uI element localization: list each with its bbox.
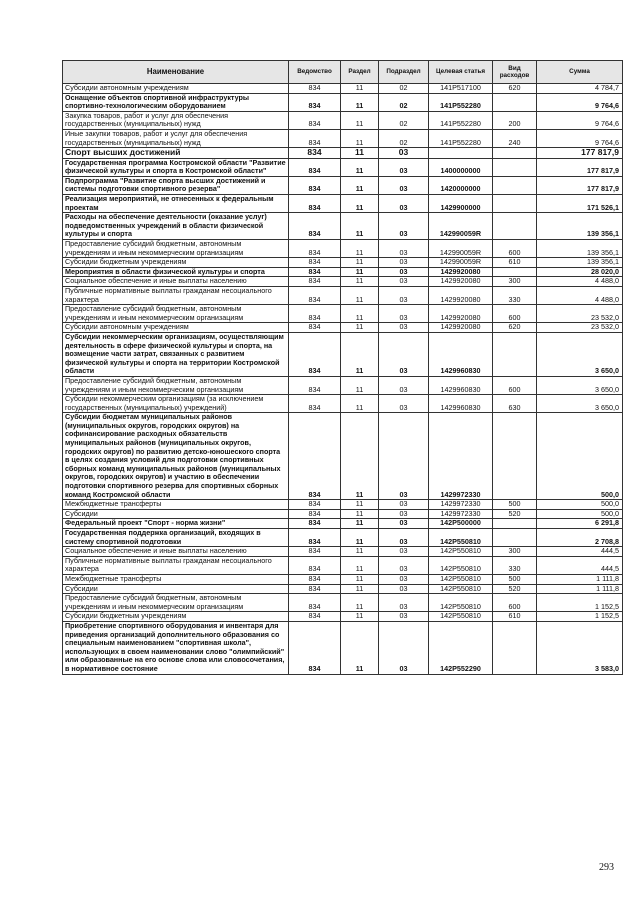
cell-exptype	[493, 213, 537, 240]
cell-name: Государственная поддержка организаций, входящих в систему спортивной подготовки	[63, 529, 289, 547]
cell-section: 11	[341, 93, 379, 111]
cell-exptype	[493, 621, 537, 674]
cell-sum: 9 764,6	[537, 93, 623, 111]
cell-section: 11	[341, 621, 379, 674]
cell-name: Иные закупки товаров, работ и услуг для обеспечения государственных (муниципальных) нужд	[63, 129, 289, 147]
cell-subsection: 03	[379, 258, 429, 268]
cell-target: 142P550810	[429, 529, 493, 547]
cell-dept: 834	[289, 111, 341, 129]
cell-subsection: 03	[379, 612, 429, 622]
cell-exptype	[493, 519, 537, 529]
cell-name: Субсидии автономным учреждениям	[63, 84, 289, 94]
cell-target: 1429960830	[429, 376, 493, 394]
cell-section: 11	[341, 332, 379, 376]
cell-sum: 3 650,0	[537, 332, 623, 376]
cell-subsection: 03	[379, 305, 429, 323]
cell-target	[429, 148, 493, 159]
cell-section: 11	[341, 277, 379, 287]
table-row	[63, 286, 623, 304]
cell-subsection: 03	[379, 519, 429, 529]
cell-exptype: 240	[493, 129, 537, 147]
cell-section: 11	[341, 529, 379, 547]
cell-section: 11	[341, 323, 379, 333]
cell-dept: 834	[289, 509, 341, 519]
cell-name: Реализация мероприятий, не отнесенных к федеральным проектам	[63, 195, 289, 213]
table-row	[63, 547, 623, 557]
cell-section: 11	[341, 413, 379, 500]
header-sum: Сумма	[537, 61, 623, 84]
cell-sum: 500,0	[537, 413, 623, 500]
table-row	[63, 323, 623, 333]
cell-exptype	[493, 176, 537, 194]
cell-sum: 4 784,7	[537, 84, 623, 94]
cell-subsection: 02	[379, 111, 429, 129]
cell-section: 11	[341, 305, 379, 323]
cell-subsection: 03	[379, 148, 429, 159]
cell-exptype: 610	[493, 258, 537, 268]
header-exptype: Вид расходов	[493, 61, 537, 84]
cell-target: 141P552280	[429, 129, 493, 147]
cell-target: 1429920080	[429, 305, 493, 323]
cell-section: 11	[341, 519, 379, 529]
table-row	[63, 305, 623, 323]
cell-name: Субсидии автономным учреждениям	[63, 323, 289, 333]
cell-dept: 834	[289, 500, 341, 510]
cell-sum: 139 356,1	[537, 213, 623, 240]
cell-section: 11	[341, 176, 379, 194]
cell-sum: 4 488,0	[537, 277, 623, 287]
cell-exptype: 620	[493, 323, 537, 333]
cell-exptype: 300	[493, 277, 537, 287]
cell-sum: 1 152,5	[537, 594, 623, 612]
cell-section: 11	[341, 584, 379, 594]
cell-exptype	[493, 332, 537, 376]
cell-section: 11	[341, 258, 379, 268]
table-row	[63, 556, 623, 574]
cell-sum: 500,0	[537, 500, 623, 510]
cell-section: 11	[341, 240, 379, 258]
cell-name: Публичные нормативные выплаты гражданам несоциального характера	[63, 556, 289, 574]
cell-exptype: 300	[493, 547, 537, 557]
cell-name: Субсидии	[63, 584, 289, 594]
cell-subsection: 03	[379, 395, 429, 413]
table-row	[63, 413, 623, 500]
cell-name: Социальное обеспечение и иные выплаты населению	[63, 547, 289, 557]
cell-target: 1429920080	[429, 286, 493, 304]
cell-dept: 834	[289, 213, 341, 240]
cell-exptype	[493, 93, 537, 111]
cell-sum: 3 650,0	[537, 395, 623, 413]
cell-exptype: 200	[493, 111, 537, 129]
cell-dept: 834	[289, 395, 341, 413]
cell-subsection: 03	[379, 267, 429, 277]
cell-name: Предоставление субсидий бюджетным, автономным учреждениям и иным некоммерческим организациям	[63, 240, 289, 258]
cell-name: Спорт высших достижений	[63, 148, 289, 159]
cell-name: Федеральный проект "Спорт - норма жизни"	[63, 519, 289, 529]
header-target: Целевая статья	[429, 61, 493, 84]
table-row	[63, 176, 623, 194]
cell-sum: 1 111,8	[537, 574, 623, 584]
table-row	[63, 240, 623, 258]
page-number: 293	[599, 862, 614, 873]
cell-target: 142P550810	[429, 584, 493, 594]
cell-sum: 139 356,1	[537, 240, 623, 258]
cell-target: 142P550810	[429, 556, 493, 574]
cell-dept: 834	[289, 277, 341, 287]
cell-section: 11	[341, 574, 379, 584]
cell-name: Субсидии бюджетам муниципальных районов (муниципальных округов, городских округов) на софинансирование расходных обязательств муниципальных районов (муниципальных округов, городских округов) по развитию детско-юношеского спорта в целях создания условий для подготовки спортивных сборных команд муниципальных районов (муниципальных округов, городских округов) и участию в обеспечении подготовки спортивного резерва для спортивных сборных команд Костромской области	[63, 413, 289, 500]
cell-target: 1429960830	[429, 395, 493, 413]
cell-sum: 6 291,8	[537, 519, 623, 529]
cell-sum: 9 764,6	[537, 111, 623, 129]
cell-dept: 834	[289, 574, 341, 584]
cell-exptype: 600	[493, 240, 537, 258]
cell-target: 1429972330	[429, 509, 493, 519]
cell-name: Субсидии	[63, 509, 289, 519]
cell-name: Субсидии бюджетным учреждениям	[63, 612, 289, 622]
cell-sum: 177 817,9	[537, 176, 623, 194]
table-row	[63, 93, 623, 111]
cell-section: 11	[341, 267, 379, 277]
budget-table	[62, 60, 623, 675]
cell-name: Приобретение спортивного оборудования и инвентаря для приведения организаций дополнительного образования со специальным наименованием "спортивная школа", использующих в своем наименовании слово "олимпийский" или образованные на его основе слова или словосочетания, в нормативное состояние	[63, 621, 289, 674]
table-row	[63, 111, 623, 129]
cell-name: Межбюджетные трансферты	[63, 574, 289, 584]
cell-dept: 834	[289, 584, 341, 594]
cell-dept: 834	[289, 240, 341, 258]
cell-sum: 171 526,1	[537, 195, 623, 213]
cell-name: Предоставление субсидий бюджетным, автономным учреждениям и иным некоммерческим организациям	[63, 376, 289, 394]
cell-subsection: 03	[379, 277, 429, 287]
cell-sum: 9 764,6	[537, 129, 623, 147]
cell-target: 141P552280	[429, 111, 493, 129]
cell-dept: 834	[289, 376, 341, 394]
cell-name: Межбюджетные трансферты	[63, 500, 289, 510]
cell-sum: 3 650,0	[537, 376, 623, 394]
cell-name: Субсидии бюджетным учреждениям	[63, 258, 289, 268]
cell-exptype: 610	[493, 612, 537, 622]
table-row	[63, 594, 623, 612]
cell-name: Публичные нормативные выплаты гражданам несоциального характера	[63, 286, 289, 304]
table-header-row	[63, 61, 623, 84]
cell-target: 1429900000	[429, 195, 493, 213]
table-row	[63, 148, 623, 159]
table-row	[63, 529, 623, 547]
cell-dept: 834	[289, 621, 341, 674]
cell-dept: 834	[289, 556, 341, 574]
cell-target: 142990059R	[429, 240, 493, 258]
cell-sum: 500,0	[537, 509, 623, 519]
cell-name: Подпрограмма "Развитие спорта высших достижений и системы подготовки спортивного резерва"	[63, 176, 289, 194]
cell-sum: 2 708,8	[537, 529, 623, 547]
cell-target: 142P550810	[429, 547, 493, 557]
cell-exptype	[493, 413, 537, 500]
table-row	[63, 213, 623, 240]
cell-dept: 834	[289, 176, 341, 194]
cell-name: Расходы на обеспечение деятельности (оказание услуг) подведомственных учреждений в области физической культуры и спорта	[63, 213, 289, 240]
header-section: Раздел	[341, 61, 379, 84]
cell-sum: 177 817,9	[537, 148, 623, 159]
cell-name: Предоставление субсидий бюджетным, автономным учреждениям и иным некоммерческим организациям	[63, 305, 289, 323]
cell-target: 142990059R	[429, 258, 493, 268]
cell-subsection: 03	[379, 584, 429, 594]
cell-dept: 834	[289, 594, 341, 612]
cell-dept: 834	[289, 519, 341, 529]
cell-exptype: 600	[493, 594, 537, 612]
cell-sum: 444,5	[537, 547, 623, 557]
cell-target: 1420000000	[429, 176, 493, 194]
cell-target: 142990059R	[429, 213, 493, 240]
cell-target: 1429972330	[429, 413, 493, 500]
cell-target: 1429920080	[429, 277, 493, 287]
cell-name: Оснащение объектов спортивной инфраструктуры спортивно-технологическим оборудованием	[63, 93, 289, 111]
cell-subsection: 03	[379, 323, 429, 333]
budget-sheet	[62, 60, 622, 675]
cell-section: 11	[341, 148, 379, 159]
cell-exptype	[493, 158, 537, 176]
cell-dept: 834	[289, 529, 341, 547]
cell-subsection: 03	[379, 509, 429, 519]
cell-dept: 834	[289, 332, 341, 376]
cell-exptype: 630	[493, 395, 537, 413]
cell-dept: 834	[289, 195, 341, 213]
cell-section: 11	[341, 612, 379, 622]
header-subsection: Подраздел	[379, 61, 429, 84]
cell-section: 11	[341, 556, 379, 574]
cell-dept: 834	[289, 84, 341, 94]
table-row	[63, 158, 623, 176]
cell-sum: 3 583,0	[537, 621, 623, 674]
cell-subsection: 03	[379, 574, 429, 584]
table-row	[63, 376, 623, 394]
table-row	[63, 612, 623, 622]
cell-dept: 834	[289, 305, 341, 323]
cell-section: 11	[341, 129, 379, 147]
table-row	[63, 574, 623, 584]
cell-target: 1400000000	[429, 158, 493, 176]
cell-exptype	[493, 195, 537, 213]
cell-name: Субсидии некоммерческим организациям (за исключением государственных (муниципальных) учреждений)	[63, 395, 289, 413]
cell-section: 11	[341, 376, 379, 394]
table-row	[63, 395, 623, 413]
cell-dept: 834	[289, 129, 341, 147]
cell-name: Закупка товаров, работ и услуг для обеспечения государственных (муниципальных) нужд	[63, 111, 289, 129]
cell-dept: 834	[289, 413, 341, 500]
cell-subsection: 02	[379, 129, 429, 147]
cell-target: 142P550810	[429, 574, 493, 584]
cell-target: 1429920080	[429, 267, 493, 277]
cell-sum: 177 817,9	[537, 158, 623, 176]
cell-target: 1429920080	[429, 323, 493, 333]
cell-dept: 834	[289, 267, 341, 277]
cell-exptype: 600	[493, 376, 537, 394]
cell-section: 11	[341, 286, 379, 304]
cell-dept: 834	[289, 93, 341, 111]
cell-dept: 834	[289, 158, 341, 176]
header-name: Наименование	[63, 61, 289, 84]
cell-exptype: 520	[493, 509, 537, 519]
cell-section: 11	[341, 158, 379, 176]
cell-subsection: 02	[379, 84, 429, 94]
cell-target: 142P550810	[429, 594, 493, 612]
cell-target: 1429972330	[429, 500, 493, 510]
cell-section: 11	[341, 500, 379, 510]
cell-sum: 1 111,8	[537, 584, 623, 594]
cell-section: 11	[341, 547, 379, 557]
cell-target: 1429960830	[429, 332, 493, 376]
cell-subsection: 03	[379, 286, 429, 304]
cell-exptype: 330	[493, 556, 537, 574]
cell-target: 141P517100	[429, 84, 493, 94]
cell-subsection: 03	[379, 158, 429, 176]
cell-sum: 23 532,0	[537, 323, 623, 333]
cell-name: Субсидии некоммерческим организациям, осуществляющим деятельность в сфере физической культуры и спорта, на возмещение части затрат, связанных с развитием физической культуры и спорта на территории Костромской области	[63, 332, 289, 376]
cell-subsection: 03	[379, 240, 429, 258]
cell-subsection: 03	[379, 556, 429, 574]
table-row	[63, 332, 623, 376]
cell-exptype	[493, 529, 537, 547]
table-row	[63, 129, 623, 147]
cell-subsection: 03	[379, 376, 429, 394]
table-row	[63, 621, 623, 674]
table-body	[63, 84, 623, 675]
cell-subsection: 02	[379, 93, 429, 111]
cell-subsection: 03	[379, 529, 429, 547]
header-dept: Ведомство	[289, 61, 341, 84]
cell-dept: 834	[289, 547, 341, 557]
cell-subsection: 03	[379, 547, 429, 557]
cell-dept: 834	[289, 258, 341, 268]
cell-exptype: 330	[493, 286, 537, 304]
cell-name: Социальное обеспечение и иные выплаты населению	[63, 277, 289, 287]
cell-name: Государственная программа Костромской области "Развитие физической культуры и спорта в Костромской области"	[63, 158, 289, 176]
cell-exptype: 520	[493, 584, 537, 594]
cell-section: 11	[341, 395, 379, 413]
cell-target: 142P500000	[429, 519, 493, 529]
cell-exptype: 500	[493, 500, 537, 510]
cell-sum: 1 152,5	[537, 612, 623, 622]
cell-sum: 28 020,0	[537, 267, 623, 277]
cell-subsection: 03	[379, 213, 429, 240]
cell-name: Предоставление субсидий бюджетным, автономным учреждениям и иным некоммерческим организациям	[63, 594, 289, 612]
cell-dept: 834	[289, 323, 341, 333]
table-row	[63, 258, 623, 268]
table-row	[63, 195, 623, 213]
cell-exptype: 600	[493, 305, 537, 323]
cell-target: 141P552280	[429, 93, 493, 111]
cell-subsection: 03	[379, 176, 429, 194]
cell-exptype	[493, 148, 537, 159]
cell-section: 11	[341, 594, 379, 612]
cell-sum: 4 488,0	[537, 286, 623, 304]
cell-subsection: 03	[379, 332, 429, 376]
table-row	[63, 84, 623, 94]
cell-section: 11	[341, 84, 379, 94]
cell-section: 11	[341, 111, 379, 129]
cell-section: 11	[341, 509, 379, 519]
cell-dept: 834	[289, 286, 341, 304]
cell-subsection: 03	[379, 621, 429, 674]
table-row	[63, 500, 623, 510]
cell-sum: 139 356,1	[537, 258, 623, 268]
cell-section: 11	[341, 213, 379, 240]
cell-exptype: 500	[493, 574, 537, 584]
cell-subsection: 03	[379, 413, 429, 500]
cell-target: 142P552290	[429, 621, 493, 674]
cell-sum: 23 532,0	[537, 305, 623, 323]
cell-name: Мероприятия в области физической культуры и спорта	[63, 267, 289, 277]
cell-subsection: 03	[379, 195, 429, 213]
cell-dept: 834	[289, 612, 341, 622]
cell-section: 11	[341, 195, 379, 213]
cell-target: 142P550810	[429, 612, 493, 622]
cell-sum: 444,5	[537, 556, 623, 574]
cell-exptype: 620	[493, 84, 537, 94]
cell-subsection: 03	[379, 594, 429, 612]
cell-dept: 834	[289, 148, 341, 159]
cell-subsection: 03	[379, 500, 429, 510]
